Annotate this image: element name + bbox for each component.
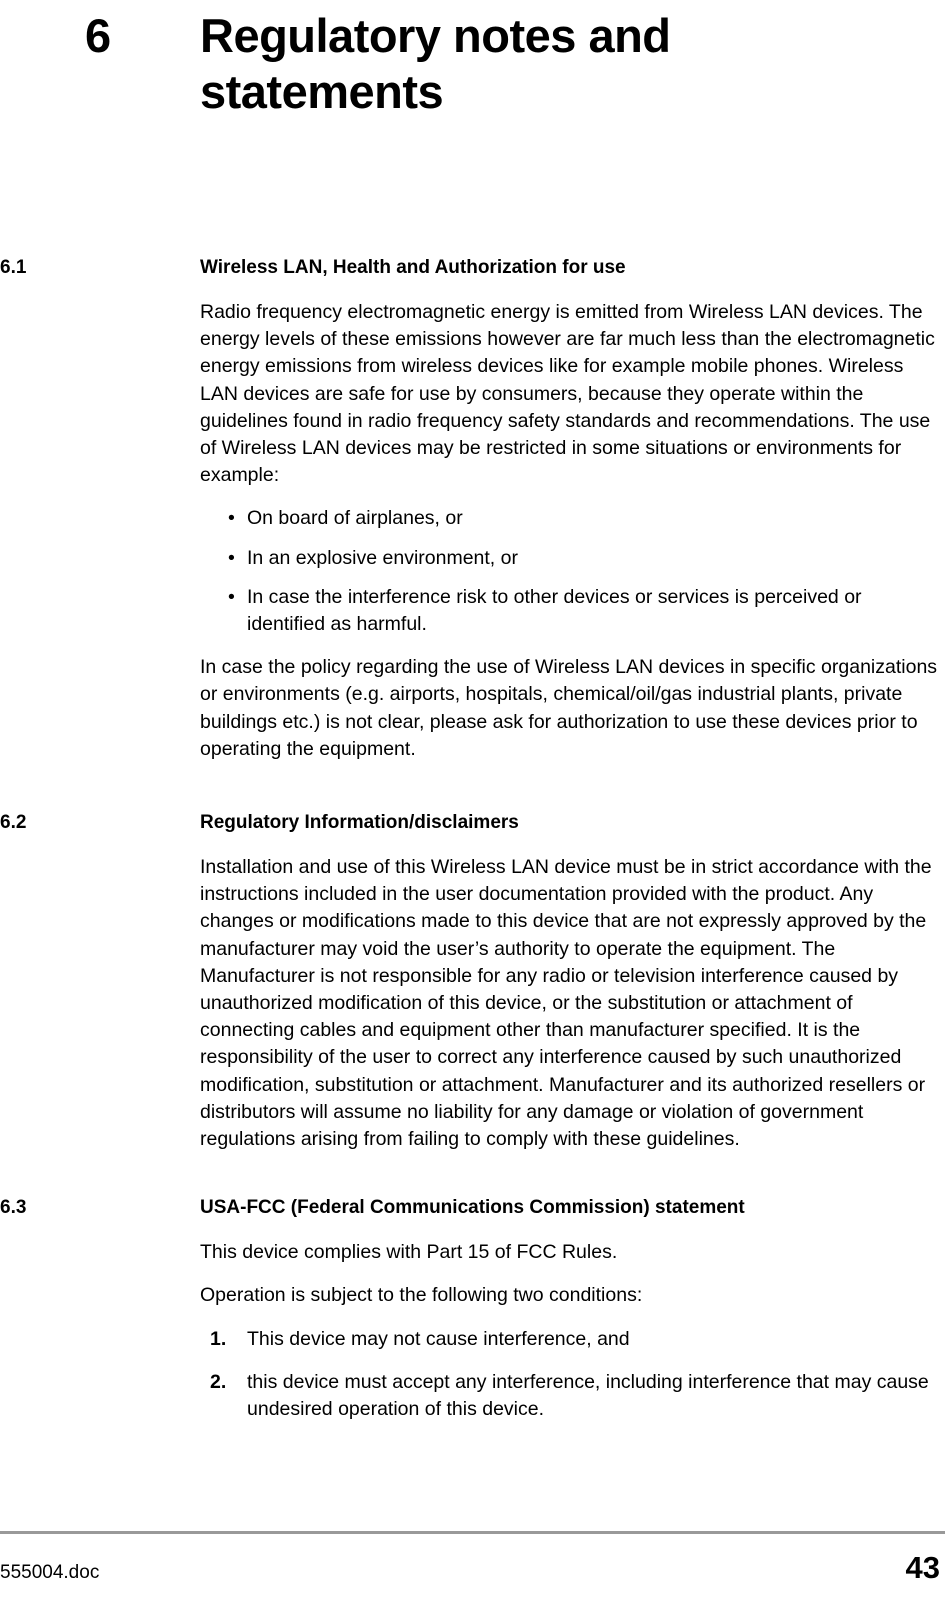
section-6-3-paragraph-1: This device complies with Part 15 of FCC Rules.	[200, 1241, 618, 1264]
section-6-3-body	[200, 1195, 945, 1423]
section-6-2	[0, 810, 945, 1153]
spacer	[200, 1266, 940, 1282]
spacer	[200, 489, 940, 505]
spacer-before-section-6-2	[0, 763, 945, 810]
spacer-before-section-6-1	[0, 120, 945, 255]
section-6-2-heading: Regulatory Information/disclaimers	[200, 812, 519, 834]
section-6-1-number: 6.1	[0, 257, 27, 278]
section-6-1-body	[200, 255, 945, 763]
page-title: Regulatory notes and statements	[200, 9, 671, 118]
list-item-text: In an explosive environment, or	[247, 546, 518, 569]
bullet-icon: •	[228, 507, 235, 530]
list-item	[200, 584, 940, 638]
spacer	[200, 638, 940, 654]
section-6-3-heading: USA-FCC (Federal Communications Commission) statement	[200, 1197, 745, 1219]
list-item-text: This device may not cause interference, and	[247, 1327, 630, 1350]
section-6-2-number: 6.2	[0, 812, 27, 834]
section-6-3-numbered-list	[200, 1326, 940, 1424]
spacer	[200, 1221, 940, 1239]
section-6-2-paragraph: Installation and use of this Wireless LAN device must be in strict accordance with the instructions included in the user documentation provided with the product. Any changes or modifications made to this device that are not expressly approved by the manufacturer may void the user’s authority to operate the equipment. The Manufacturer is not responsible for any radio or television interference caused by unauthorized modification of this device, or the substitution or attachment of connecting cables and equipment other than manufacturer specified. It is the responsibility of the user to correct any interference caused by such unauthorized modification, substitution or attachment. Manufacturer and its authorized resellers or distributors will assume no liability for any damage or violation of government regulations arising from failing to comply with these guidelines.	[200, 856, 932, 1151]
chapter-title-block	[0, 0, 945, 120]
section-6-3	[0, 1195, 945, 1423]
section-6-2-body	[200, 810, 945, 1153]
spacer-before-section-6-3	[0, 1153, 945, 1195]
list-item-text: On board of airplanes, or	[247, 507, 463, 530]
section-6-1	[0, 255, 945, 763]
list-item	[200, 545, 940, 572]
list-item	[200, 1326, 940, 1353]
bullet-icon: •	[228, 546, 235, 569]
list-item	[200, 1369, 940, 1423]
footer-row	[0, 1534, 945, 1599]
section-6-1-closing-paragraph: In case the policy regarding the use of Wireless LAN devices in specific organizations or environments (e.g. airports, hospitals, chemical/oil/gas industrial plants, private buildings etc.) is not clear, please ask for authorization to use these devices prior to operating the equipment.	[200, 656, 938, 760]
bullet-icon: •	[228, 585, 235, 608]
section-6-1-intro-paragraph: Radio frequency electromagnetic energy is emitted from Wireless LAN devices. The energy levels of these emissions however are far much less than the electromagnetic energy emissions from wireless devices like for example mobile phones. Wireless LAN devices are safe for use by consumers, because they operate within the guidelines found in radio frequency safety standards and recommendations. The use of Wireless LAN devices may be restricted in some situations or environments for example:	[200, 301, 935, 487]
page-footer	[0, 1531, 945, 1599]
chapter-number: 6	[85, 9, 111, 62]
section-6-3-paragraph-2: Operation is subject to the following two conditions:	[200, 1284, 643, 1307]
list-marker: 1.	[210, 1327, 227, 1350]
section-6-1-heading: Wireless LAN, Health and Authorization for use	[200, 257, 626, 278]
section-6-1-bullet-list	[200, 505, 940, 638]
spacer	[200, 1310, 940, 1326]
list-item-text: In case the interference risk to other devices or services is perceived or identified as harmful.	[247, 585, 862, 636]
section-6-3-number: 6.3	[0, 1197, 27, 1219]
spacer	[200, 836, 940, 854]
list-item	[200, 505, 940, 532]
footer-document-name: 555004.doc	[0, 1562, 100, 1583]
list-item-text: this device must accept any interference, including interference that may cause undesired operation of this device.	[247, 1370, 929, 1421]
spacer	[200, 281, 940, 299]
list-marker: 2.	[210, 1370, 227, 1393]
footer-page-number: 43	[905, 1550, 940, 1585]
